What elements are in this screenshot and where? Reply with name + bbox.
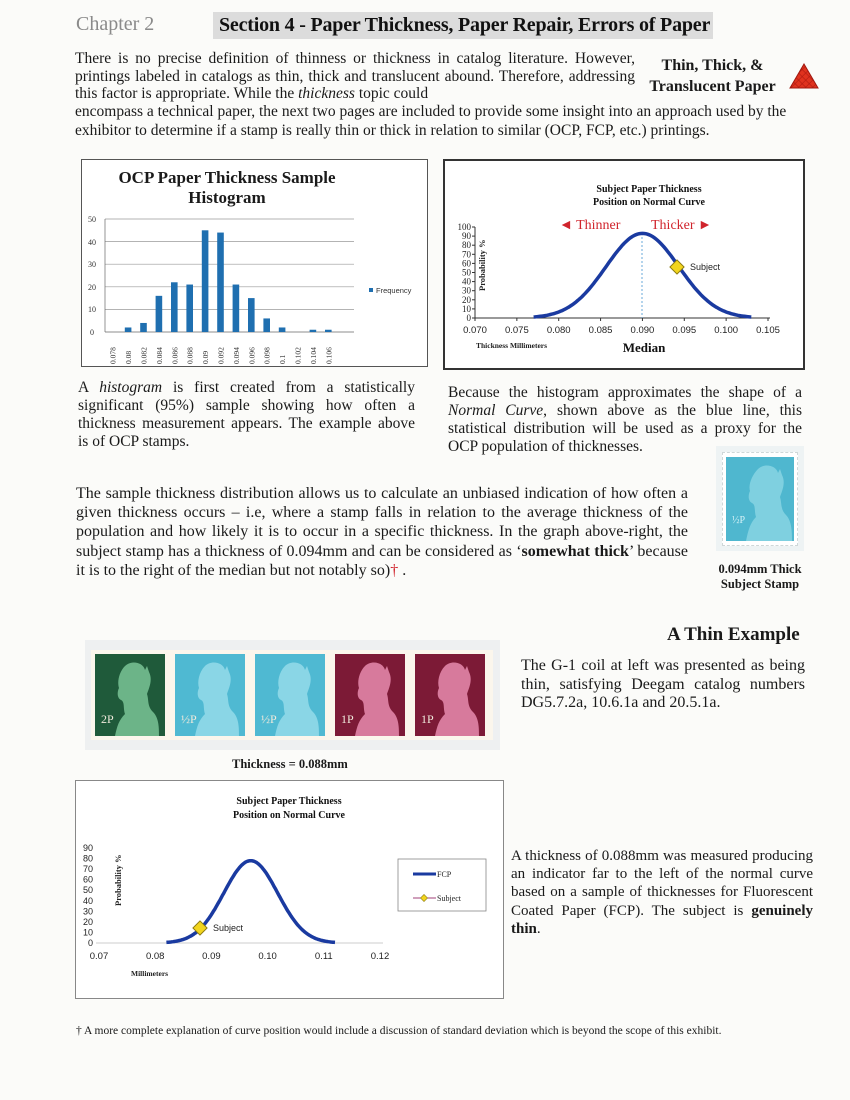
svg-text:10: 10	[88, 305, 96, 314]
distribution-bold: somewhat thick	[521, 542, 629, 560]
stamp-face	[726, 457, 794, 541]
curve2-x-tick: 0.12	[370, 951, 390, 962]
histogram-bar	[325, 330, 332, 332]
curve2-y-label: Probability %	[113, 854, 123, 906]
coil-stamp	[175, 654, 245, 736]
thin-example-explanation	[511, 847, 813, 938]
curve-caption-italic: Normal Curve	[448, 402, 544, 419]
histogram-x-tick: 0.08	[124, 350, 134, 364]
coil-stamp	[335, 654, 405, 736]
curve2-y-tick: 80	[82, 853, 93, 864]
curve1-y-tick: 0	[466, 313, 471, 323]
histogram-bar	[263, 318, 270, 332]
histogram-bar	[279, 327, 286, 332]
histogram-x-tick: 0.106	[324, 347, 334, 364]
curve-caption-text-2: , shown above as the blue line, this statistical distribution will be used as a proxy for the OCP population of thicknesses.	[448, 402, 803, 455]
curve1-x-tick: 0.075	[504, 325, 529, 336]
subject-caption-line1: 0.094mm Thick	[718, 562, 802, 576]
histogram-x-labels	[109, 347, 334, 364]
explain-end: .	[536, 920, 541, 937]
dagger-mark: †	[390, 561, 399, 579]
hist-caption-text: A	[78, 379, 100, 396]
hist-caption-italic: histogram	[99, 379, 163, 396]
histogram-x-tick: 0.094	[231, 347, 241, 364]
histogram-bar	[310, 330, 317, 332]
histogram-bar	[186, 285, 193, 332]
curve2-y-tick: 50	[82, 885, 93, 896]
curve1-y-tick: 30	[462, 285, 471, 296]
thin-example-body: The G-1 coil at left was presented as being thin, satisfying Deegam catalog numbers DG5.7.2a, 10.6.1a and 20.5.1a.	[521, 657, 805, 711]
subject-caption-line2: Subject Stamp	[720, 577, 800, 591]
curve2-y-tick: 70	[82, 864, 93, 875]
histogram-x-tick: 0.104	[308, 347, 318, 364]
coil-stamp	[95, 654, 165, 736]
histogram-plot	[82, 160, 427, 366]
coil-stamp-value: ½P	[261, 712, 277, 726]
curve2-y-tick: 40	[82, 895, 93, 906]
curve1-y-tick: 40	[462, 276, 471, 287]
fcp-curve-line	[166, 861, 335, 943]
curve1-y-ticks	[458, 222, 476, 323]
curve2-y-tick: 30	[82, 906, 93, 917]
curve1-x-tick: 0.070	[463, 325, 487, 336]
histogram-x-tick: 0.09	[201, 350, 211, 364]
distribution-end: .	[398, 561, 407, 579]
curve2-y-tick: 60	[82, 874, 93, 885]
histogram-bar	[125, 327, 132, 332]
histogram-x-tick: 0.084	[154, 347, 164, 364]
histogram-x-tick: 0.086	[170, 347, 180, 364]
curve2-legend	[398, 859, 486, 911]
curve1-y-tick: 20	[462, 294, 471, 305]
curve1-y-tick: 50	[462, 267, 471, 278]
histogram-x-tick: 0.082	[139, 347, 149, 364]
curve2-x-tick: 0.11	[314, 951, 333, 962]
histogram-gridlines	[105, 219, 354, 332]
svg-text:50: 50	[88, 215, 96, 224]
explain-bold: genuinely thin	[511, 902, 813, 937]
curve1-x-label: Thickness Millimeters	[476, 341, 548, 350]
curve2-x-ticks	[90, 951, 390, 962]
section-title: Section 4 - Paper Thickness, Paper Repair, Errors of Paper	[219, 14, 711, 36]
stamp-value: ½P	[732, 515, 746, 526]
histogram-bar	[156, 296, 163, 332]
histogram-chart	[81, 159, 428, 367]
explain-text: A thickness of 0.088mm was measured producing an indicator far to the left of the normal curve based on a sample of thicknesses for Fluorescent Coated Paper (FCP). The subject is	[511, 848, 813, 919]
queen-profile-icon	[726, 457, 794, 541]
subject-stamp-caption	[708, 562, 812, 592]
curve1-x-tick: 0.095	[672, 325, 697, 336]
legend-subject-label: Subject	[437, 894, 461, 903]
topic-title	[640, 55, 785, 97]
histogram-bar	[233, 285, 240, 332]
curve2-y-tick: 10	[82, 927, 93, 938]
intro-italic: thickness	[298, 85, 355, 102]
curve1-y-label: Probability %	[477, 239, 487, 291]
red-triangle-icon	[788, 62, 820, 90]
coil-stamp-value: 1P	[341, 712, 354, 726]
histogram-bar	[171, 282, 178, 332]
topic-title-line2: Translucent Paper	[649, 78, 776, 95]
curve1-x-tick: 0.100	[714, 325, 739, 336]
hist-caption-text-2: is first created from a statistically significant (95%) sample showing how often a thickness measurement appears. The example above is of OCP stamps.	[78, 379, 415, 450]
curve1-x-tick: 0.090	[630, 325, 655, 336]
chapter-label: Chapter 2	[76, 13, 155, 35]
coil-strip	[85, 640, 500, 750]
curve1-x-tick: 0.080	[546, 325, 571, 336]
curve1-x-tick: 0.105	[756, 325, 780, 336]
curve2-title-line1: Subject Paper Thickness	[236, 796, 342, 807]
histogram-x-tick: 0.092	[216, 347, 226, 364]
curve1-y-tick: 80	[462, 240, 471, 251]
legend-swatch	[369, 288, 373, 292]
histogram-y-axis	[88, 215, 96, 337]
thin-example-heading: A Thin Example	[667, 624, 800, 645]
histogram-bar	[248, 298, 255, 332]
curve1-y-tick: 70	[462, 249, 471, 260]
intro-text: There is no precise definition of thinness or thickness in catalog literature. However, printings labeled in catalogs as thin, thick and translucent abound. Therefore, addressing this factor is appropriate. While the	[75, 50, 635, 102]
curve1-x-ticks	[463, 318, 780, 336]
normal-curve-chart-fcp	[75, 780, 504, 999]
coil-stamp	[415, 654, 485, 736]
svg-text:0: 0	[90, 328, 94, 337]
median-label: Median	[622, 340, 666, 355]
histogram-bar	[140, 323, 147, 332]
histogram-bars	[125, 230, 332, 332]
coil-stamp-value: 1P	[421, 712, 434, 726]
svg-text:20: 20	[88, 283, 96, 292]
intro-text-end: topic could	[354, 85, 429, 102]
curve-caption-text: Because the histogram approximates the shape of a	[448, 384, 802, 401]
subject-stamp	[716, 446, 804, 551]
curve1-subject-label: Subject	[690, 262, 721, 272]
histogram-x-tick: 0.1	[278, 354, 288, 364]
curve2-title-line2: Position on Normal Curve	[233, 810, 345, 821]
intro-paragraph	[75, 50, 635, 103]
curve2-x-tick: 0.08	[145, 951, 165, 962]
curve2-y-ticks	[83, 843, 93, 948]
curve2-x-tick: 0.07	[89, 951, 109, 962]
coil-stamp-value: 2P	[101, 712, 114, 726]
normal-curve-plot-ocp	[445, 161, 803, 368]
curve2-y-tick: 90	[82, 843, 93, 853]
curve1-title-line1: Subject Paper Thickness	[596, 184, 702, 195]
histogram-x-tick: 0.098	[262, 347, 272, 364]
coil-thickness-caption: Thickness = 0.088mm	[232, 757, 348, 771]
distribution-text: The sample thickness distribution allows us to calculate an unbiased indication of how often a given thickness occurs – i.e, where a stamp falls in relation to the average thickness of the population and how likely it is to occur in a specific thickness. In the graph above-right, the subject stamp has a thickness of 0.094mm and can be considered as ‘	[76, 485, 688, 560]
curve1-title-line2: Position on Normal Curve	[593, 197, 705, 208]
histogram-x-tick: 0.078	[108, 347, 118, 364]
curve1-x-tick: 0.085	[588, 325, 613, 336]
thicker-label: Thicker ►	[651, 218, 712, 233]
curve2-x-tick: 0.10	[258, 951, 277, 962]
normal-curve-plot-fcp	[76, 781, 503, 998]
footnote: † A more complete explanation of curve position would include a discussion of standard deviation which is beyond the scope of this exhibit.	[76, 1025, 722, 1037]
curve2-subject-label: Subject	[213, 923, 244, 933]
curve1-y-tick: 90	[462, 231, 471, 242]
histogram-x-tick: 0.102	[293, 347, 303, 364]
normal-curve-chart-ocp	[443, 159, 805, 370]
svg-text:30: 30	[88, 260, 96, 269]
histogram-x-tick: 0.096	[247, 347, 257, 364]
histogram-caption	[78, 379, 415, 451]
intro-paragraph-continued: encompass a technical paper, the next two pages are included to provide some insight into an approach used by the exhibitor to determine if a stamp is really thin or thick in relation to similar (OCP, FCP, etc.) printings.	[75, 103, 787, 139]
topic-title-line1: Thin, Thick, &	[661, 57, 764, 74]
histogram-bar	[202, 230, 209, 332]
thinner-label: ◄ Thinner	[559, 218, 621, 233]
curve2-y-tick: 20	[82, 916, 93, 927]
distribution-text-2: ’ because it is to the right of the median but not notably so)	[76, 542, 688, 579]
curve1-y-tick: 60	[462, 258, 471, 269]
histogram-legend-label: Frequency	[376, 286, 412, 295]
legend-fcp-label: FCP	[437, 870, 452, 879]
histogram-bar	[217, 233, 224, 332]
histogram-x-tick: 0.088	[185, 347, 195, 364]
curve1-y-tick: 10	[462, 303, 471, 314]
coil-stamp	[255, 654, 325, 736]
svg-text:40: 40	[88, 238, 96, 247]
distribution-paragraph	[76, 484, 688, 580]
curve2-x-tick: 0.09	[202, 951, 221, 962]
curve1-y-tick: 100	[457, 222, 471, 232]
curve2-y-tick: 0	[87, 938, 93, 948]
coil-stamp-value: ½P	[181, 712, 197, 726]
histogram-title-line2: Histogram	[188, 188, 266, 207]
curve2-x-label: Millimeters	[131, 969, 169, 978]
histogram-title-line1: OCP Paper Thickness Sample	[118, 168, 336, 187]
